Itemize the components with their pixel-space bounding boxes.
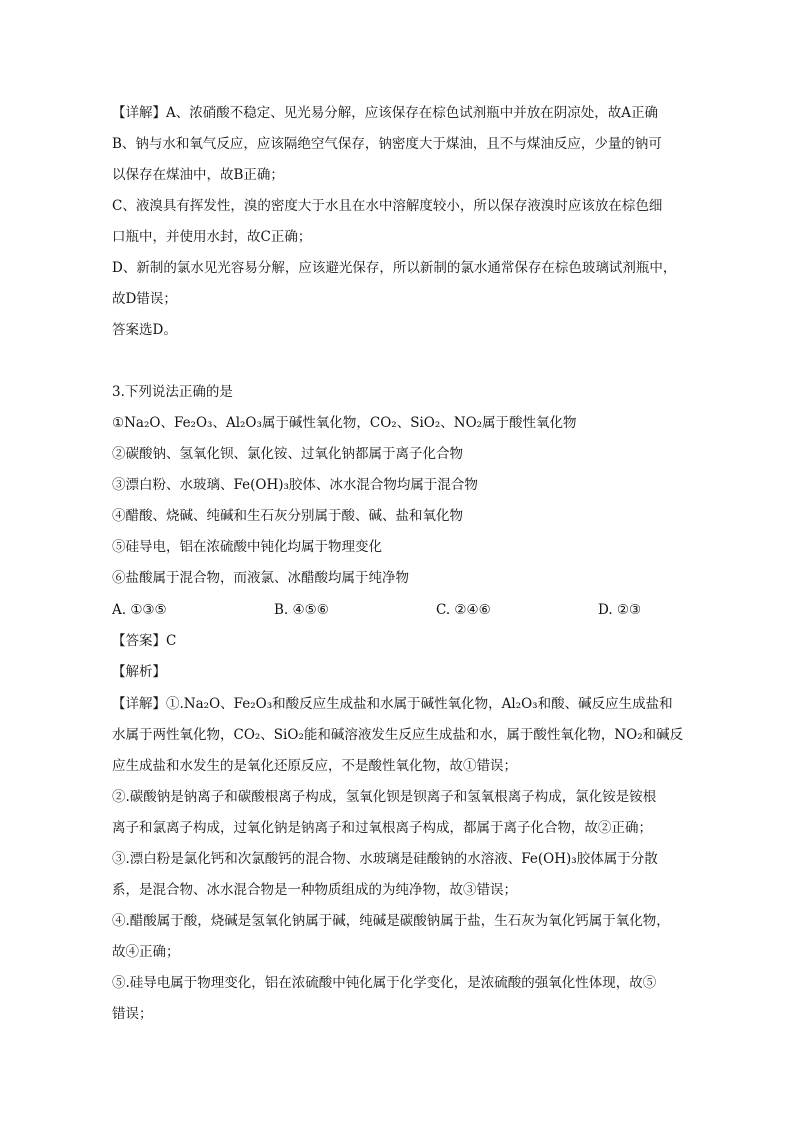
analysis-line-11: 错误； <box>112 1006 153 1022</box>
option-b: B. ④⑤⑥ <box>274 602 329 618</box>
detail-line-3: 以保存在煤油中，故B正确； <box>112 167 284 183</box>
question-title: 3.下列说法正确的是 <box>112 384 233 400</box>
detail-line-5: 口瓶中，并使用水封，故C正确； <box>112 229 312 245</box>
detail-line-4: C、液溴具有挥发性，溴的密度大于水且在水中溶解度较小，所以保存液溴时应该放在棕色细 <box>112 198 663 214</box>
detail-line-6: D、新制的氯水见光容易分解，应该避光保存，所以新制的氯水通常保存在棕色玻璃试剂瓶中， <box>112 260 677 276</box>
option-a: A. ①③⑤ <box>112 602 167 618</box>
statement-1: ①Na₂O、Fe₂O₃、Al₂O₃属于碱性氧化物，CO₂、SiO₂、NO₂属于酸性氧化物 <box>112 415 577 431</box>
analysis-line-8: ④.醋酸属于酸，烧碱是氢氧化钠属于碱，纯碱是碳酸钠属于盐，生石灰为氧化钙属于氧化物， <box>112 913 670 929</box>
statement-2: ②碳酸钠、氢氧化钡、氯化铵、过氧化钠都属于离子化合物 <box>112 446 463 462</box>
analysis-label: 【解析】 <box>112 664 166 680</box>
statement-5: ⑤硅导电，铝在浓硫酸中钝化均属于物理变化 <box>112 539 382 555</box>
statement-6: ⑥盐酸属于混合物，而液氯、冰醋酸均属于纯净物 <box>112 570 409 586</box>
analysis-line-9: 故④正确； <box>112 944 180 960</box>
answer-choice-line: 答案选D。 <box>112 322 177 338</box>
detail-line-2: B、钠与水和氧气反应，应该隔绝空气保存，钠密度大于煤油，且不与煤油反应，少量的钠可 <box>112 136 662 152</box>
analysis-line-7: 系，是混合物、冰水混合物是一种物质组成的为纯净物，故③错误； <box>112 882 517 898</box>
analysis-line-1: 【详解】①.Na₂O、Fe₂O₃和酸反应生成盐和水属于碱性氧化物，Al₂O₃和酸、碱反应生成盐和 <box>112 696 673 712</box>
analysis-line-3: 应生成盐和水发生的是氧化还原反应，不是酸性氧化物，故①错误； <box>112 758 517 774</box>
option-d: D. ②③ <box>598 602 642 618</box>
statement-4: ④醋酸、烧碱、纯碱和生石灰分别属于酸、碱、盐和氧化物 <box>112 508 463 524</box>
answer-label: 【答案】C <box>112 633 177 649</box>
detail-line-7: 故D错误； <box>112 291 177 307</box>
analysis-line-5: 离子和氯离子构成，过氧化钠是钠离子和过氧根离子构成，都属于离子化合物，故②正确； <box>112 820 652 836</box>
option-c: C. ②④⑥ <box>436 602 491 618</box>
analysis-line-2: 水属于两性氧化物，CO₂、SiO₂能和碱溶液发生反应生成盐和水，属于酸性氧化物，NO₂和碱反 <box>112 727 684 743</box>
analysis-line-6: ③.漂白粉是氯化钙和次氯酸钙的混合物、水玻璃是硅酸钠的水溶液、Fe(OH)₃胶体属于分散 <box>112 851 658 867</box>
detail-line-1: 【详解】A、浓硝酸不稳定、见光易分解，应该保存在棕色试剂瓶中并放在阴凉处，故A正确 <box>112 105 658 121</box>
statement-3: ③漂白粉、水玻璃、Fe(OH)₃胶体、冰水混合物均属于混合物 <box>112 477 478 493</box>
analysis-line-10: ⑤.硅导电属于物理变化，铝在浓硫酸中钝化属于化学变化，是浓硫酸的强氧化性体现，故⑤ <box>112 975 657 991</box>
analysis-line-4: ②.碳酸钠是钠离子和碳酸根离子构成，氢氧化钡是钡离子和氢氧根离子构成，氯化铵是铵根 <box>112 789 657 805</box>
